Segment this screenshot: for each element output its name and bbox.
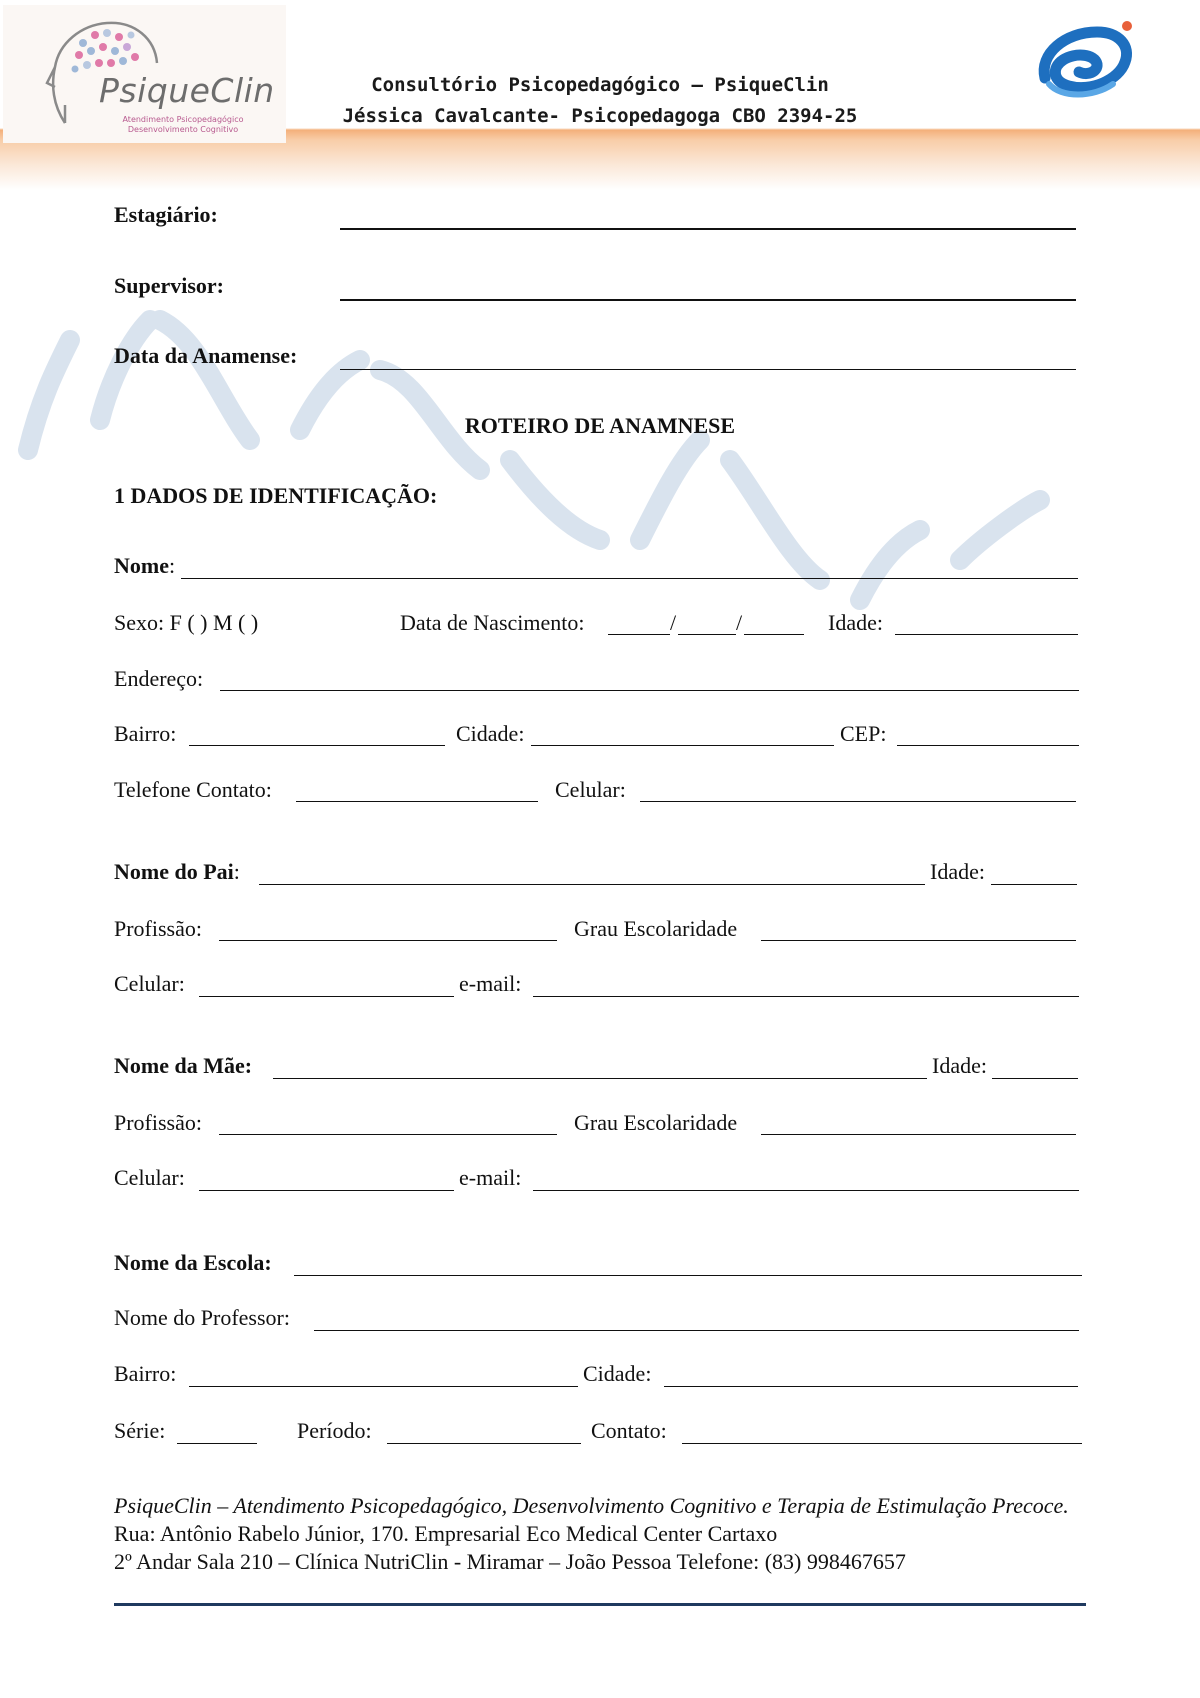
bairro-escola-field[interactable] xyxy=(189,1386,578,1387)
cidade-escola-label: Cidade: xyxy=(583,1361,652,1386)
nome-escola-field[interactable] xyxy=(294,1275,1082,1276)
data-anamnese-label: Data da Anamense: xyxy=(114,343,298,368)
data-anamnese-field[interactable] xyxy=(340,369,1076,370)
nascimento-month-field[interactable] xyxy=(678,634,736,635)
idade-field[interactable] xyxy=(895,634,1078,635)
header-line-1: Consultório Psicopedagógico – PsiqueClin xyxy=(371,74,829,96)
idade-mae-field[interactable] xyxy=(992,1078,1078,1079)
grau-mae-label: Grau Escolaridade xyxy=(574,1110,738,1135)
sexo-label: Sexo: F ( ) M ( ) xyxy=(114,610,259,635)
bairro-label: Bairro: xyxy=(114,721,177,746)
idade-pai-label: Idade: xyxy=(930,859,985,884)
nome-label xyxy=(114,553,175,579)
logo-tagline-1: Atendimento Psicopedagógico xyxy=(122,115,244,124)
serie-field[interactable] xyxy=(177,1443,257,1444)
bairro-field[interactable] xyxy=(189,745,445,746)
logo-name: PsiqueClin xyxy=(99,71,275,110)
supervisor-field[interactable] xyxy=(340,299,1076,301)
cidade-label: Cidade: xyxy=(456,721,525,746)
bairro-escola-label: Bairro: xyxy=(114,1361,177,1386)
profissao-pai-field[interactable] xyxy=(219,940,557,941)
professor-label: Nome do Professor: xyxy=(114,1305,290,1330)
logo-tagline-2: Desenvolvimento Cognitivo xyxy=(127,125,239,134)
email-mae-label: e-mail: xyxy=(459,1165,522,1190)
nome-pai-label-colon: : xyxy=(233,859,240,884)
nome-escola-label: Nome da Escola: xyxy=(114,1250,272,1275)
nascimento-day-field[interactable] xyxy=(608,634,670,635)
section-1-heading: 1 DADOS DE IDENTIFICAÇÃO: xyxy=(114,483,438,508)
email-mae-field[interactable] xyxy=(533,1190,1079,1191)
footer-rule xyxy=(114,1603,1086,1606)
profissao-mae-label: Profissão: xyxy=(114,1110,202,1135)
estagiario-field[interactable] xyxy=(340,228,1076,230)
serie-label: Série: xyxy=(114,1418,166,1443)
celular-pai-label: Celular: xyxy=(114,971,185,996)
estagiario-label: Estagiário: xyxy=(114,202,218,227)
nome-pai-label-text: Nome do Pai xyxy=(114,859,234,884)
nascimento-label: Data de Nascimento: xyxy=(400,610,585,635)
grau-mae-field[interactable] xyxy=(761,1134,1076,1135)
celular-mae-label: Celular: xyxy=(114,1165,185,1190)
professor-field[interactable] xyxy=(314,1330,1079,1331)
footer-tagline: PsiqueClin – Atendimento Psicopedagógico, Desenvolvimento Cognitivo e Terapia de Estimulação Precoce. xyxy=(114,1493,1069,1518)
cidade-escola-field[interactable] xyxy=(664,1386,1078,1387)
periodo-label: Período: xyxy=(297,1418,372,1443)
nome-pai-field[interactable] xyxy=(259,884,925,885)
cidade-field[interactable] xyxy=(531,745,834,746)
nome-mae-label: Nome da Mãe: xyxy=(114,1053,253,1078)
periodo-field[interactable] xyxy=(387,1443,581,1444)
email-pai-label: e-mail: xyxy=(459,971,522,996)
celular-pai-field[interactable] xyxy=(199,996,454,997)
form-title: ROTEIRO DE ANAMNESE xyxy=(464,413,736,438)
nome-mae-field[interactable] xyxy=(273,1078,927,1079)
page-footer xyxy=(114,1492,1089,1576)
nascimento-year-field[interactable] xyxy=(744,634,804,635)
idade-mae-label: Idade: xyxy=(932,1053,987,1078)
celular-mae-field[interactable] xyxy=(199,1190,454,1191)
idade-pai-field[interactable] xyxy=(991,884,1077,885)
contato-field[interactable] xyxy=(682,1443,1082,1444)
endereco-field[interactable] xyxy=(220,690,1079,691)
spiral-emblem-icon xyxy=(1035,18,1135,108)
contato-label: Contato: xyxy=(591,1418,667,1443)
nome-field[interactable] xyxy=(181,578,1078,579)
nome-pai-label xyxy=(114,859,240,885)
footer-contact: 2º Andar Sala 210 – Clínica NutriClin - Miramar – João Pessoa Telefone: (83) 998467657 xyxy=(114,1549,906,1574)
cep-field[interactable] xyxy=(897,745,1079,746)
date-slash-2: / xyxy=(736,610,743,635)
footer-address: Rua: Antônio Rabelo Júnior, 170. Empresarial Eco Medical Center Cartaxo xyxy=(114,1521,778,1546)
telefone-field[interactable] xyxy=(296,801,538,802)
cep-label: CEP: xyxy=(840,721,887,746)
celular-field[interactable] xyxy=(640,801,1076,802)
header-line-2: Jéssica Cavalcante- Psicopedagoga CBO 2394-25 xyxy=(342,105,858,127)
supervisor-label: Supervisor: xyxy=(114,273,224,298)
date-slash-1: / xyxy=(670,610,677,635)
nome-label-colon: : xyxy=(168,553,176,578)
logo-tagline xyxy=(98,115,268,135)
profissao-mae-field[interactable] xyxy=(219,1134,557,1135)
header-title xyxy=(300,70,900,132)
email-pai-field[interactable] xyxy=(533,996,1079,997)
endereco-label: Endereço: xyxy=(114,666,204,691)
psiqueclin-logo xyxy=(3,5,286,143)
idade-label: Idade: xyxy=(828,610,883,635)
grau-pai-label: Grau Escolaridade xyxy=(574,916,738,941)
celular-label: Celular: xyxy=(555,777,626,802)
telefone-label: Telefone Contato: xyxy=(114,777,272,802)
page-header xyxy=(0,0,1200,190)
nome-label-text: Nome xyxy=(114,553,169,578)
grau-pai-field[interactable] xyxy=(761,940,1076,941)
profissao-pai-label: Profissão: xyxy=(114,916,202,941)
